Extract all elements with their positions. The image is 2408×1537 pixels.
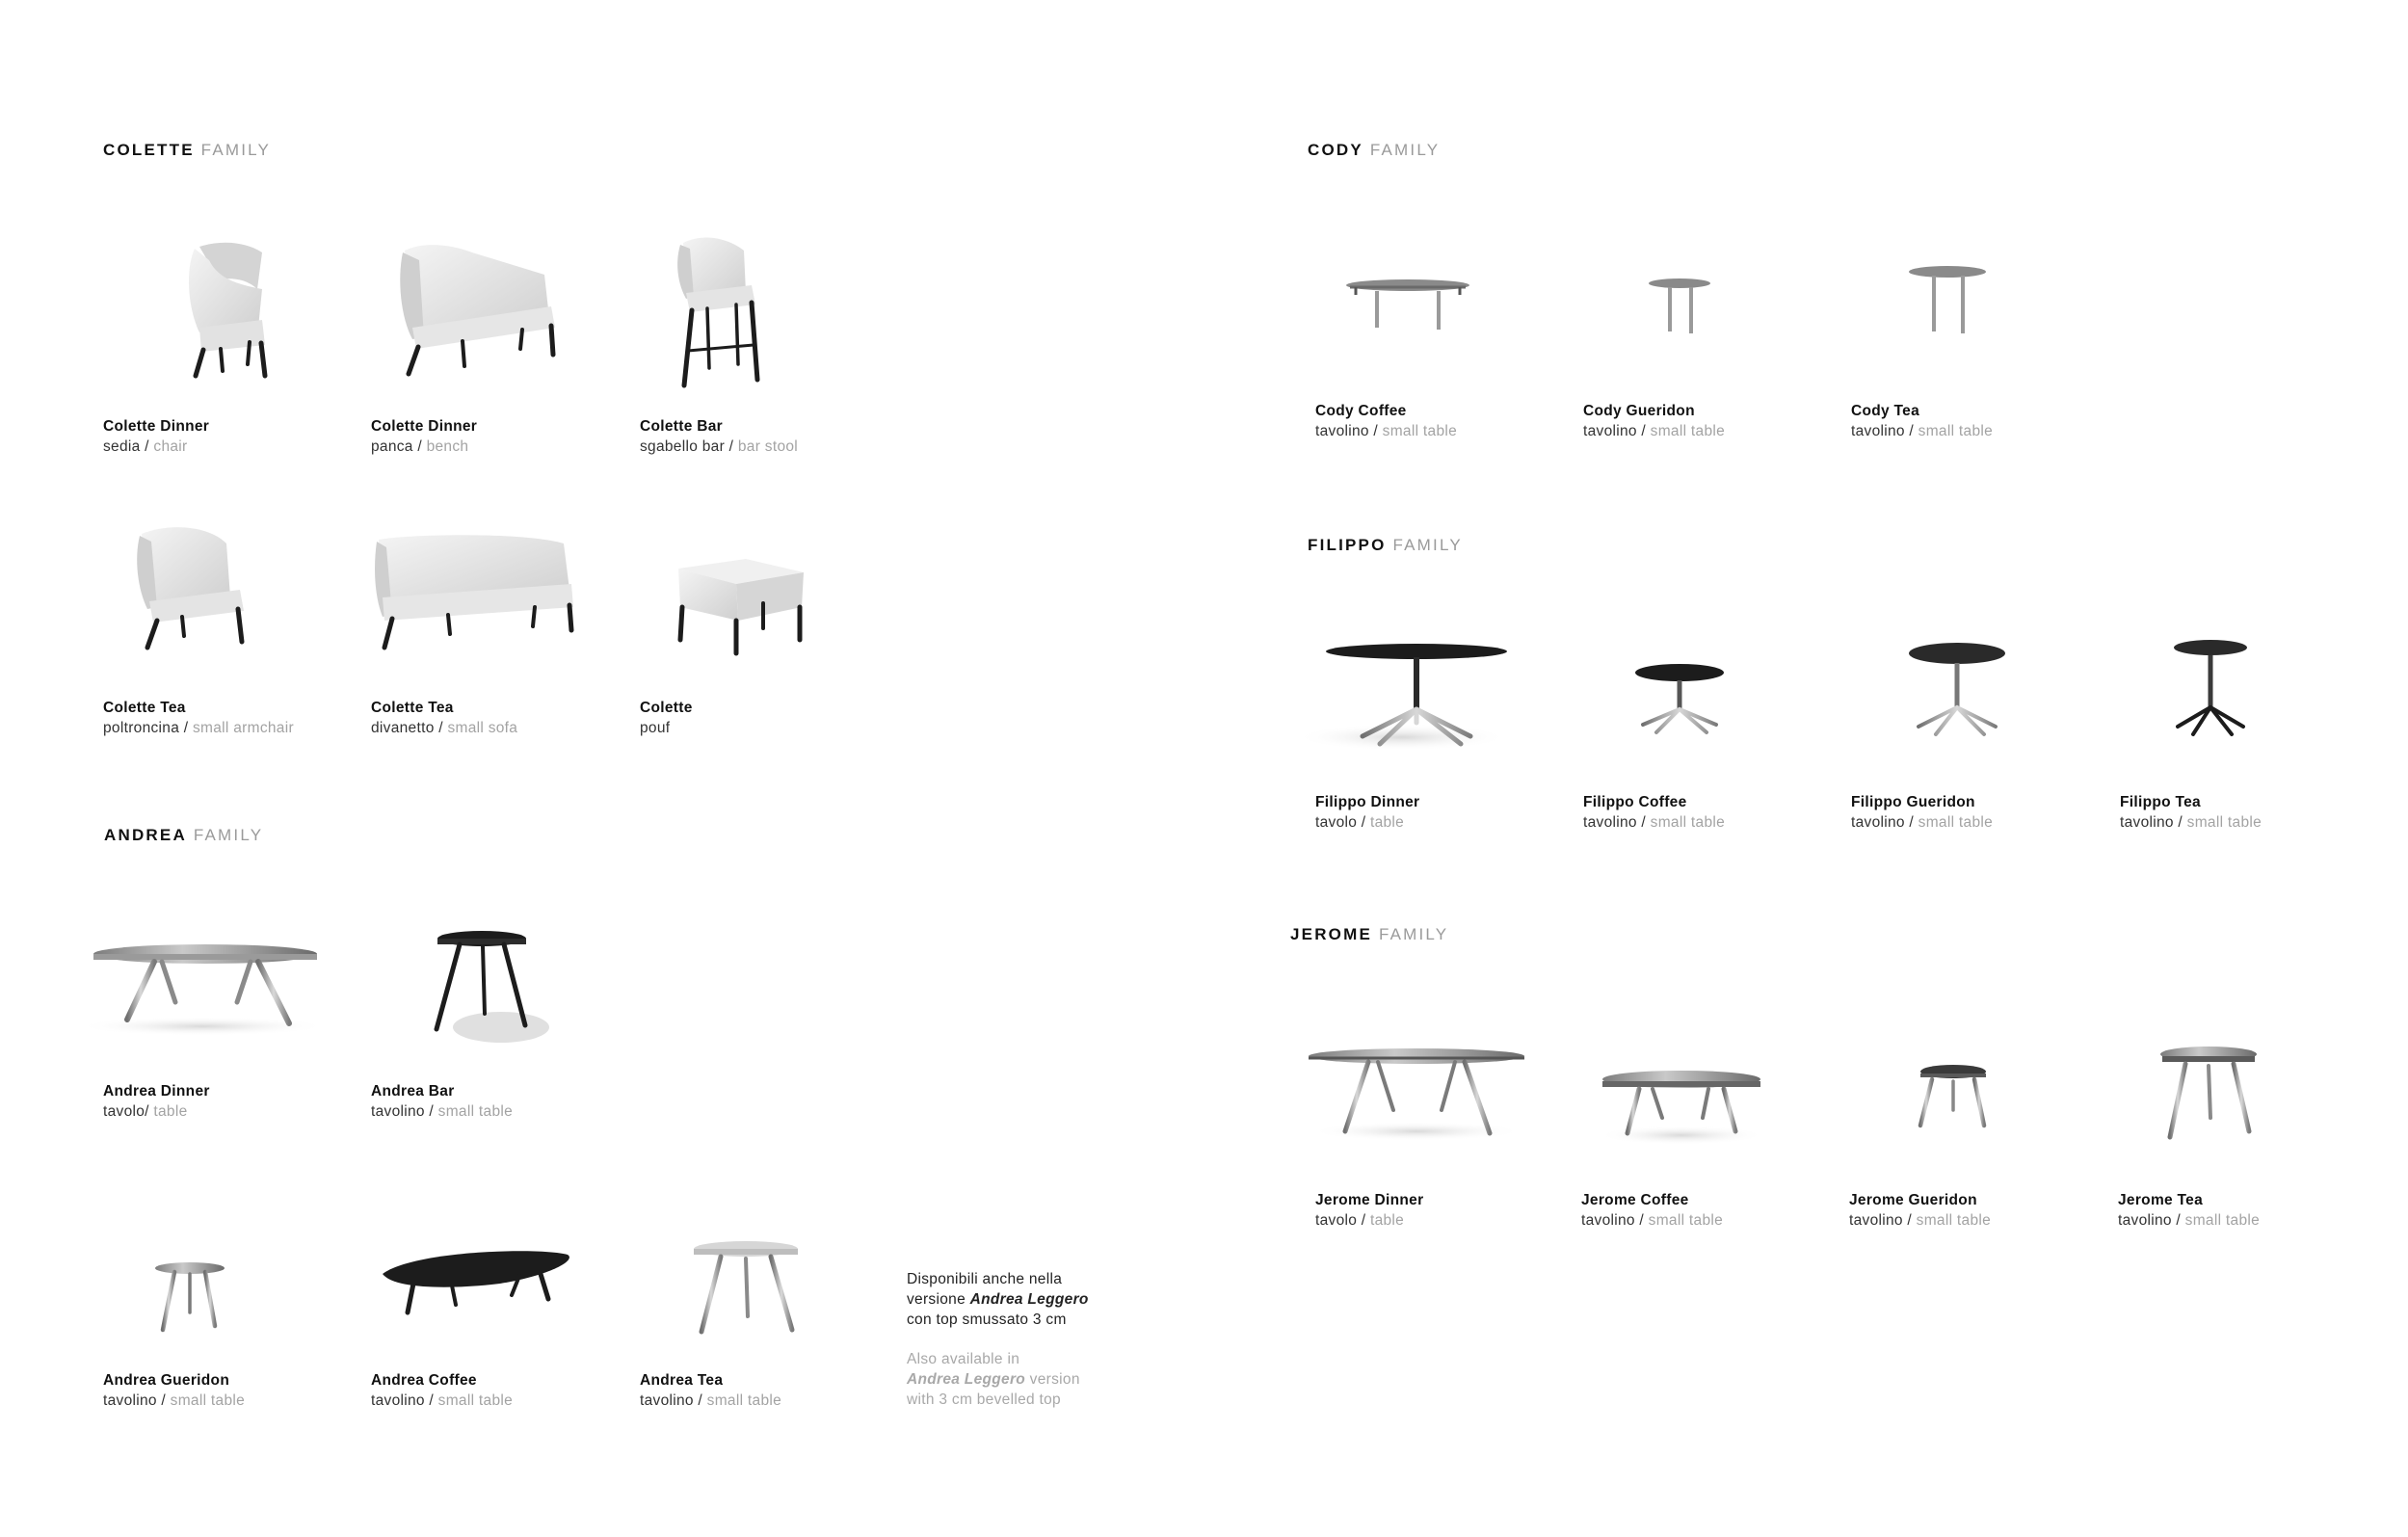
product-name: Cody Coffee <box>1315 403 1407 419</box>
product-type-en: small table <box>1918 814 1994 831</box>
product-type-it: tavolino / <box>1315 423 1379 439</box>
cody-gueridon-image <box>1641 274 1757 370</box>
product-filippo-coffee[interactable] <box>1583 626 1814 848</box>
product-type-en: chair <box>153 438 188 455</box>
product-cody-gueridon[interactable] <box>1583 260 1814 453</box>
product-name: Filippo Coffee <box>1583 794 1687 810</box>
product-name: Andrea Coffee <box>371 1372 477 1389</box>
jerome-tea-image <box>2157 1045 2291 1151</box>
product-name: Andrea Gueridon <box>103 1372 230 1389</box>
product-name: Colette Tea <box>371 700 454 716</box>
product-name: Filippo Gueridon <box>1851 794 1975 810</box>
bar-table-image <box>390 921 564 1047</box>
product-type-en: small table <box>437 1392 514 1409</box>
family-word: FAMILY <box>1369 141 1441 159</box>
family-name: FILIPPO <box>1308 536 1387 554</box>
cody-family-title <box>1308 141 1440 160</box>
product-type-it: poltroncina / <box>103 720 189 736</box>
product-name: Jerome Gueridon <box>1849 1192 1977 1208</box>
product-type-it: tavolino / <box>2120 814 2183 831</box>
bench-image <box>385 231 578 385</box>
pouf-image <box>669 540 823 675</box>
family-name: COLETTE <box>103 141 195 159</box>
jerome-dinner-image <box>1301 1043 1542 1149</box>
chair-image <box>142 231 334 385</box>
gueridon-image <box>151 1260 286 1347</box>
product-filippo-gueridon[interactable] <box>1851 626 2082 848</box>
filippo-coffee-image <box>1622 661 1776 777</box>
product-andrea-gueridon[interactable] <box>103 1233 315 1426</box>
note-emphasis: Andrea Leggero <box>907 1371 1026 1388</box>
jerome-coffee-image <box>1595 1068 1778 1164</box>
product-filippo-tea[interactable] <box>2120 626 2351 848</box>
product-type-it: tavolino / <box>1581 1212 1645 1229</box>
note-line: con top smussato 3 cm <box>907 1312 1067 1328</box>
product-name: Jerome Dinner <box>1315 1192 1424 1208</box>
product-type-it: tavolo / <box>1315 1212 1366 1229</box>
product-type-en: small table <box>170 1392 246 1409</box>
product-type-it: tavolo/ <box>103 1103 149 1120</box>
product-type-it: sedia / <box>103 438 149 455</box>
armchair-image <box>132 520 325 655</box>
product-type-en: small table <box>706 1392 782 1409</box>
product-filippo-dinner[interactable] <box>1291 626 1551 848</box>
andrea-leggero-note-en <box>907 1349 1128 1410</box>
product-type-en: small table <box>1382 423 1458 439</box>
sofa-image <box>371 520 583 665</box>
product-type-it: tavolino / <box>1851 814 1915 831</box>
product-andrea-dinner[interactable] <box>67 925 337 1127</box>
product-name: Jerome Coffee <box>1581 1192 1689 1208</box>
product-type-en: small table <box>1650 814 1726 831</box>
product-name: Colette Dinner <box>371 418 478 435</box>
product-andrea-bar[interactable] <box>371 925 602 1127</box>
product-name: Cody Gueridon <box>1583 403 1695 419</box>
product-type-it: sgabello bar / <box>640 438 734 455</box>
andrea-family-title <box>104 826 263 845</box>
note-line: Disponibili anche nella <box>907 1271 1063 1287</box>
dinner-table-image <box>67 935 337 1041</box>
product-name: Andrea Bar <box>371 1083 455 1100</box>
note-line: versione <box>907 1291 966 1308</box>
product-type-it: pouf <box>640 720 671 736</box>
product-name: Filippo Tea <box>2120 794 2201 810</box>
product-type-it: tavolino / <box>1583 814 1647 831</box>
product-name: Colette Dinner <box>103 418 210 435</box>
product-type-en: small table <box>1648 1212 1724 1229</box>
product-type-en: bench <box>426 438 469 455</box>
product-cody-tea[interactable] <box>1851 260 2082 453</box>
coffee-table-image <box>375 1241 577 1318</box>
product-colette-bar[interactable] <box>640 231 871 463</box>
family-name: CODY <box>1308 141 1363 159</box>
product-type-it: panca / <box>371 438 422 455</box>
product-jerome-gueridon[interactable] <box>1849 1041 2080 1243</box>
product-type-en: table <box>1369 1212 1405 1229</box>
product-cody-coffee[interactable] <box>1315 260 1547 453</box>
product-type-en: small table <box>1916 1212 1992 1229</box>
product-type-it: tavolino / <box>103 1392 167 1409</box>
jerome-gueridon-image <box>1909 1062 2024 1158</box>
bar-stool-image <box>669 225 861 389</box>
note-line: version <box>1029 1371 1080 1388</box>
product-colette-dinner-chair[interactable] <box>103 231 296 463</box>
product-andrea-tea[interactable] <box>640 1233 871 1426</box>
family-word: FAMILY <box>200 141 272 159</box>
tea-table-image <box>688 1239 823 1345</box>
family-word: FAMILY <box>1392 536 1463 554</box>
product-type-it: divanetto / <box>371 720 443 736</box>
product-type-en: bar stool <box>737 438 799 455</box>
product-name: Filippo Dinner <box>1315 794 1420 810</box>
product-name: Andrea Tea <box>640 1372 724 1389</box>
cody-coffee-image <box>1342 274 1496 370</box>
filippo-gueridon-image <box>1903 640 2057 755</box>
note-line: with 3 cm bevelled top <box>907 1391 1061 1408</box>
family-word: FAMILY <box>1378 925 1449 943</box>
product-type-it: tavolino / <box>1851 423 1915 439</box>
filippo-dinner-image <box>1291 636 1532 761</box>
product-type-en: small table <box>2184 1212 2261 1229</box>
product-name: Andrea Dinner <box>103 1083 210 1100</box>
filippo-family-title <box>1308 536 1463 555</box>
product-jerome-dinner[interactable] <box>1291 1041 1551 1243</box>
product-type-en: small table <box>437 1103 514 1120</box>
andrea-leggero-note-it <box>907 1269 1128 1330</box>
product-type-it: tavolino / <box>371 1103 435 1120</box>
product-jerome-tea[interactable] <box>2118 1041 2349 1243</box>
product-type-en: small table <box>1650 423 1726 439</box>
product-colette-tea-armchair[interactable] <box>103 520 315 742</box>
family-name: ANDREA <box>104 826 187 844</box>
product-name: Cody Tea <box>1851 403 1920 419</box>
product-type-it: tavolino / <box>640 1392 703 1409</box>
product-type-en: table <box>1369 814 1405 831</box>
product-type-it: tavolo / <box>1315 814 1366 831</box>
product-colette-pouf[interactable] <box>640 520 871 742</box>
product-type-en: small table <box>1918 423 1994 439</box>
product-colette-tea-sofa[interactable] <box>371 520 602 742</box>
product-andrea-coffee[interactable] <box>371 1233 602 1426</box>
family-word: FAMILY <box>193 826 264 844</box>
filippo-tea-image <box>2168 638 2303 754</box>
cody-tea-image <box>1905 264 2021 370</box>
product-name: Colette <box>640 700 693 716</box>
family-name: JEROME <box>1290 925 1372 943</box>
product-type-en: table <box>153 1103 188 1120</box>
product-type-it: tavolino / <box>1849 1212 1913 1229</box>
product-colette-dinner-bench[interactable] <box>371 231 602 463</box>
product-name: Colette Tea <box>103 700 186 716</box>
product-type-en: small table <box>2186 814 2262 831</box>
product-name: Colette Bar <box>640 418 723 435</box>
product-type-en: small sofa <box>447 720 518 736</box>
product-type-en: small armchair <box>192 720 294 736</box>
colette-family-title <box>103 141 271 160</box>
note-emphasis: Andrea Leggero <box>969 1291 1089 1308</box>
product-jerome-coffee[interactable] <box>1581 1041 1813 1243</box>
product-type-it: tavolino / <box>2118 1212 2182 1229</box>
product-type-it: tavolino / <box>1583 423 1647 439</box>
note-line: Also available in <box>907 1351 1020 1367</box>
jerome-family-title <box>1290 925 1448 944</box>
product-name: Jerome Tea <box>2118 1192 2204 1208</box>
product-type-it: tavolino / <box>371 1392 435 1409</box>
